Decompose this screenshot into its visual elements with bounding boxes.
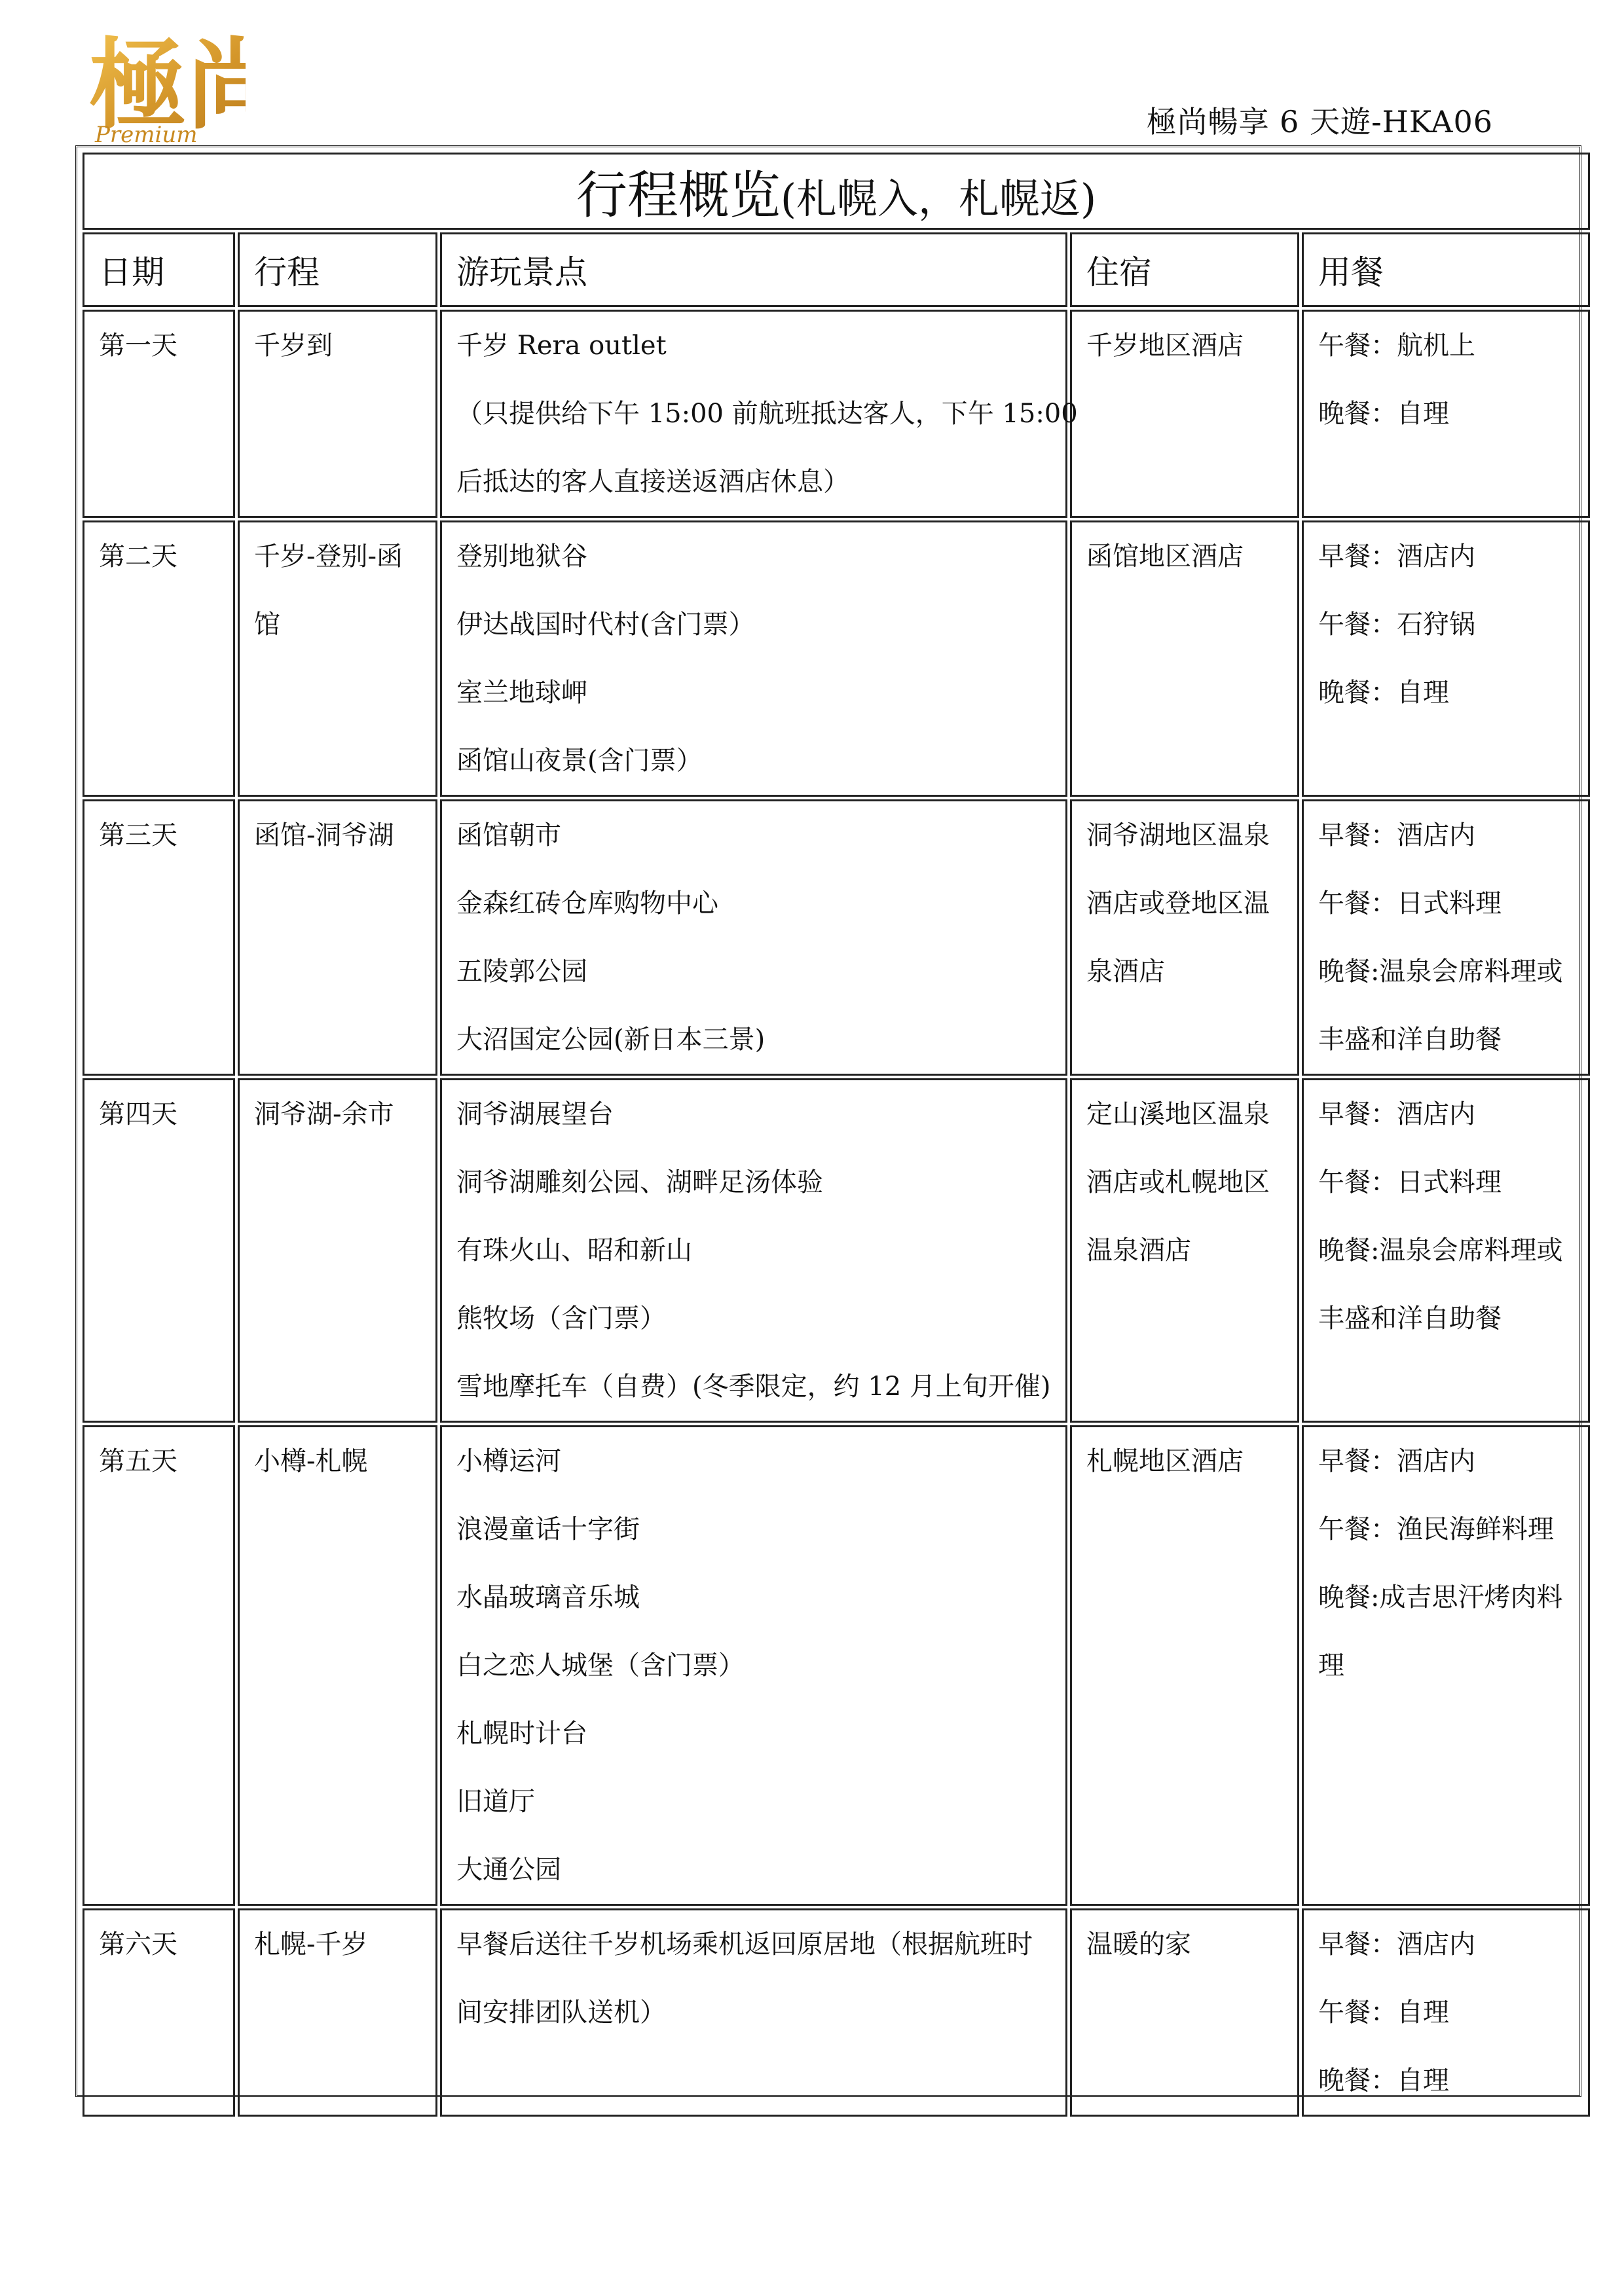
spots-cell-line: 伊达战国时代村(含门票）: [456, 610, 755, 640]
meals-cell-line: 晚餐:温泉会席料理或: [1318, 957, 1563, 987]
route-cell: [238, 310, 437, 518]
itinerary-table: [80, 150, 1593, 2119]
spots-cell-line: 金森红砖仓库购物中心: [456, 888, 718, 919]
meals-cell-line: 晚餐：自理: [1318, 678, 1449, 708]
day-cell-text: 第四天: [99, 1099, 177, 1129]
day-cell: [83, 310, 235, 518]
meals-cell-line: 早餐：酒店内: [1318, 1929, 1475, 1959]
col-header-route: 行程: [238, 232, 437, 307]
hotel-cell: [1070, 1078, 1299, 1423]
meals-cell-line: 午餐：日式料理: [1318, 1167, 1502, 1197]
hotel-cell-line: 洞爷湖地区温泉: [1086, 820, 1270, 850]
meals-cell-line: 早餐：酒店内: [1318, 1446, 1475, 1476]
spots-cell-line: 函馆山夜景(含门票）: [456, 746, 703, 776]
spots-cell-line: 有珠火山、昭和新山: [456, 1235, 692, 1266]
spots-cell-line: 洞爷湖展望台: [456, 1099, 614, 1129]
spots-cell-line: 间安排团队送机）: [456, 1997, 666, 2028]
spots-cell-line: 熊牧场（含门票）: [456, 1303, 666, 1334]
spots-cell-line: 五陵郭公园: [456, 957, 587, 987]
spots-cell-line: 室兰地球岬: [456, 678, 587, 708]
meals-cell-line: 午餐：石狩锅: [1318, 610, 1475, 640]
table-row: [83, 1425, 1590, 1906]
meals-cell-line: 晚餐:成吉思汗烤肉料: [1318, 1582, 1563, 1613]
route-cell: [238, 520, 437, 797]
table-row: [83, 1908, 1590, 2117]
spots-cell-line: 浪漫童话十字街: [456, 1514, 640, 1544]
route-cell: [238, 1425, 437, 1906]
route-cell-line: 千岁-登别-函: [254, 541, 403, 572]
meals-cell-line: 丰盛和洋自助餐: [1318, 1303, 1502, 1334]
col-header-hotel: 住宿: [1070, 232, 1299, 307]
col-header-date: 日期: [83, 232, 235, 307]
meals-cell-line: 晚餐：自理: [1318, 2066, 1449, 2096]
spots-cell: [440, 520, 1067, 797]
meals-cell: [1302, 520, 1590, 797]
meals-cell-line: 理: [1318, 1650, 1344, 1681]
spots-cell-line: 雪地摩托车（自费）(冬季限定，约 12 月上旬开催): [456, 1372, 1051, 1402]
spots-cell: [440, 1078, 1067, 1423]
meals-cell-line: 午餐：日式料理: [1318, 888, 1502, 919]
meals-cell: [1302, 1908, 1590, 2117]
meals-cell-line: 午餐：自理: [1318, 1997, 1449, 2028]
day-cell-text: 第二天: [99, 541, 177, 572]
col-header-spots: 游玩景点: [440, 232, 1067, 307]
meals-cell-line: 丰盛和洋自助餐: [1318, 1025, 1502, 1055]
day-cell-text: 第六天: [99, 1929, 177, 1959]
meals-cell-line: 早餐：酒店内: [1318, 1099, 1475, 1129]
meals-cell-line: 晚餐:温泉会席料理或: [1318, 1235, 1563, 1266]
spots-cell-line: 千岁 Rera outlet: [456, 331, 667, 361]
meals-cell: [1302, 799, 1590, 1076]
hotel-cell: [1070, 799, 1299, 1076]
route-cell-line: 千岁到: [254, 331, 333, 361]
route-cell-line: 馆: [254, 610, 280, 640]
meals-cell-line: 午餐：渔民海鲜料理: [1318, 1514, 1554, 1544]
route-cell-line: 函馆-洞爷湖: [254, 820, 394, 850]
day-cell-text: 第一天: [99, 331, 177, 361]
table-row: [83, 520, 1590, 797]
route-cell-line: 札幌-千岁: [254, 1929, 368, 1959]
spots-cell-line: 小樽运河: [456, 1446, 561, 1476]
hotel-cell-line: 函馆地区酒店: [1086, 541, 1244, 572]
table-title: 行程概览(札幌入，札幌返): [83, 153, 1590, 230]
table-row: [83, 1078, 1590, 1423]
table-row: [83, 799, 1590, 1076]
spots-cell: [440, 1425, 1067, 1906]
meals-cell-line: 晚餐：自理: [1318, 399, 1449, 429]
hotel-cell-line: 泉酒店: [1086, 957, 1165, 987]
col-header-meals: 用餐: [1302, 232, 1590, 307]
meals-cell-line: 早餐：酒店内: [1318, 820, 1475, 850]
route-cell-line: 洞爷湖-余市: [254, 1099, 394, 1129]
day-cell: [83, 520, 235, 797]
hotel-cell-line: 温泉酒店: [1086, 1235, 1191, 1266]
logo-subtext: Premium: [95, 122, 198, 148]
document-code: 極尚暢享 6 天遊-HKA06: [1146, 104, 1493, 139]
meals-cell: [1302, 310, 1590, 518]
spots-cell-line: （只提供给下午 15:00 前航班抵达客人，下午 15:00: [456, 399, 1078, 429]
hotel-cell: [1070, 1425, 1299, 1906]
day-cell-text: 第三天: [99, 820, 177, 850]
hotel-cell: [1070, 310, 1299, 518]
hotel-cell-line: 温暖的家: [1086, 1929, 1191, 1959]
day-cell: [83, 1908, 235, 2117]
spots-cell-line: 洞爷湖雕刻公园、湖畔足汤体验: [456, 1167, 823, 1197]
spots-cell-line: 早餐后送往千岁机场乘机返回原居地（根据航班时: [456, 1929, 1033, 1959]
day-cell: [83, 1078, 235, 1423]
spots-cell-line: 白之恋人城堡（含门票）: [456, 1650, 745, 1681]
itinerary-table-frame: [75, 145, 1581, 2097]
meals-cell-line: 午餐：航机上: [1318, 331, 1475, 361]
meals-cell-line: 早餐：酒店内: [1318, 541, 1475, 572]
route-cell: [238, 1908, 437, 2117]
spots-cell-line: 札幌时计台: [456, 1719, 587, 1749]
meals-cell: [1302, 1425, 1590, 1906]
hotel-cell: [1070, 520, 1299, 797]
route-cell: [238, 1078, 437, 1423]
column-header-row: [83, 232, 1590, 307]
day-cell: [83, 1425, 235, 1906]
spots-cell-line: 大沼国定公园(新日本三景): [456, 1025, 766, 1055]
spots-cell-line: 大通公园: [456, 1855, 561, 1885]
logo-mark: 極尚: [88, 27, 246, 143]
spots-cell-line: 后抵达的客人直接送返酒店休息）: [456, 467, 849, 497]
spots-cell-line: 旧道厅: [456, 1787, 535, 1817]
route-cell: [238, 799, 437, 1076]
spots-cell: [440, 310, 1078, 518]
hotel-cell-line: 酒店或登地区温: [1086, 888, 1270, 919]
hotel-cell: [1070, 1908, 1299, 2117]
hotel-cell-line: 定山溪地区温泉: [1086, 1099, 1270, 1129]
spots-cell: [440, 799, 1067, 1076]
spots-cell: [440, 1908, 1067, 2117]
spots-cell-line: 函馆朝市: [456, 820, 561, 850]
spots-cell-line: 登别地狱谷: [456, 541, 587, 572]
meals-cell: [1302, 1078, 1590, 1423]
table-row: [83, 310, 1590, 518]
day-cell: [83, 799, 235, 1076]
hotel-cell-line: 酒店或札幌地区: [1086, 1167, 1270, 1197]
spots-cell-line: 水晶玻璃音乐城: [456, 1582, 640, 1613]
hotel-cell-line: 千岁地区酒店: [1086, 331, 1244, 361]
hotel-cell-line: 札幌地区酒店: [1086, 1446, 1244, 1476]
route-cell-line: 小樽-札幌: [254, 1446, 368, 1476]
day-cell-text: 第五天: [99, 1446, 177, 1476]
brand-logo: [88, 21, 246, 152]
